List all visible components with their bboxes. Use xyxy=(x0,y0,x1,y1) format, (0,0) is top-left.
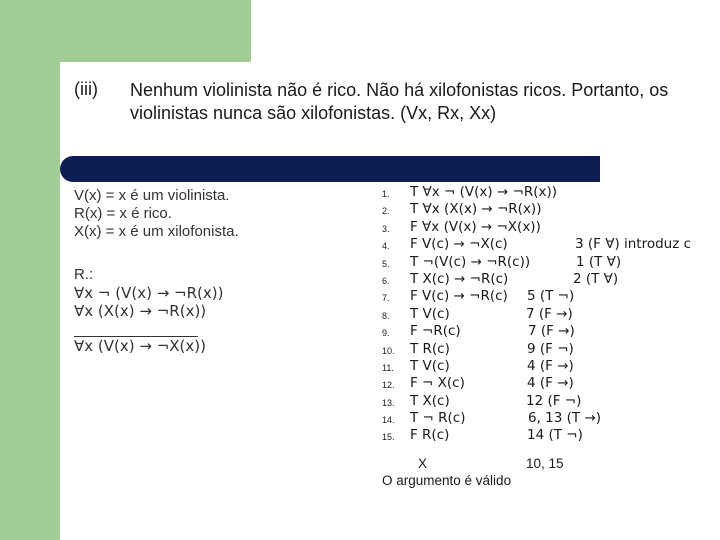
step-number: 7. xyxy=(382,293,390,304)
step-number: 8. xyxy=(382,310,390,321)
step-number: 3. xyxy=(382,223,390,234)
step-justification: 12 (F ¬) xyxy=(526,392,582,409)
validity-conclusion: O argumento é válido xyxy=(382,473,512,489)
step-number: 2. xyxy=(382,206,390,217)
navy-divider-bar xyxy=(60,156,600,182)
step-number: 15. xyxy=(382,432,395,443)
closure-justification: 10, 15 xyxy=(526,456,564,471)
step-formula: T V(c) xyxy=(410,305,450,322)
step-formula: T ¬(V(c) → ¬R(c)) xyxy=(410,253,531,270)
step-formula: F ∀x (V(x) → ¬X(x)) xyxy=(410,218,541,235)
step-justification: 1 (T ∀) xyxy=(576,253,622,270)
step-number: 6. xyxy=(382,275,390,286)
inference-rule-line xyxy=(74,320,198,337)
step-number: 14. xyxy=(382,415,395,426)
definition-r: R(x) = x é rico. xyxy=(74,205,172,222)
step-justification: 2 (T ∀) xyxy=(573,270,619,287)
step-formula: T X(c) → ¬R(c) xyxy=(410,270,509,287)
green-top-block xyxy=(0,0,251,62)
step-justification: 7 (F →) xyxy=(526,305,573,322)
definition-x: X(x) = x é um xilofonista. xyxy=(74,223,239,240)
step-number: 1. xyxy=(382,189,390,199)
definitions xyxy=(74,187,239,241)
step-justification: 7 (F →) xyxy=(528,323,575,340)
step-formula: F V(c) → ¬R(c) xyxy=(410,288,508,305)
tableau-footer xyxy=(382,456,564,489)
step-formula: F ¬R(c) xyxy=(410,323,461,340)
step-number: 13. xyxy=(382,397,395,408)
step-justification: 5 (T ¬) xyxy=(527,288,575,305)
premise-2: ∀x (X(x) → ¬R(x)) xyxy=(74,302,207,320)
step-number: 9. xyxy=(382,328,390,339)
conclusion-formula: ∀x (V(x) → ¬X(x)) xyxy=(74,337,206,355)
resolution-heading: R.: xyxy=(74,266,94,283)
step-formula: F V(c) → ¬X(c) xyxy=(410,236,508,253)
problem-statement: Nenhum violinista não é rico. Não há xilofonistas ricos. Portanto, os violinistas nunca são xilofonistas. (Vx, Rx, Xx) xyxy=(130,80,669,123)
step-number: 11. xyxy=(382,362,394,373)
step-justification: 4 (F →) xyxy=(527,375,574,392)
green-side-band xyxy=(0,0,60,540)
step-justification: 3 (F ∀) introduz c xyxy=(575,236,692,253)
step-formula: T ¬ R(c) xyxy=(410,410,466,427)
definition-v: V(x) = x é um violinista. xyxy=(74,187,230,204)
step-formula: F R(c) xyxy=(410,427,450,444)
step-formula: T ∀x (X(x) → ¬R(x)) xyxy=(410,201,542,218)
step-number: 12. xyxy=(382,380,395,391)
step-number: 10. xyxy=(382,345,395,356)
step-number: 5. xyxy=(382,258,390,269)
step-formula: T ∀x ¬ (V(x) → ¬R(x)) xyxy=(410,184,558,200)
step-formula: T V(c) xyxy=(410,357,450,374)
step-justification: 9 (F ¬) xyxy=(527,340,574,357)
resolution-block xyxy=(74,266,223,355)
step-justification: 14 (T ¬) xyxy=(527,427,583,444)
premise-1: ∀x ¬ (V(x) → ¬R(x)) xyxy=(74,284,224,302)
closure-mark: X xyxy=(418,456,428,471)
step-number: 4. xyxy=(382,241,390,252)
step-justification: 4 (F →) xyxy=(527,357,574,374)
step-formula: F ¬ X(c) xyxy=(410,375,465,392)
step-justification: 6, 13 (T →) xyxy=(528,410,602,427)
step-formula: T X(c) xyxy=(410,392,450,409)
step-formula: T R(c) xyxy=(410,340,450,357)
item-number: (iii) xyxy=(74,79,98,99)
